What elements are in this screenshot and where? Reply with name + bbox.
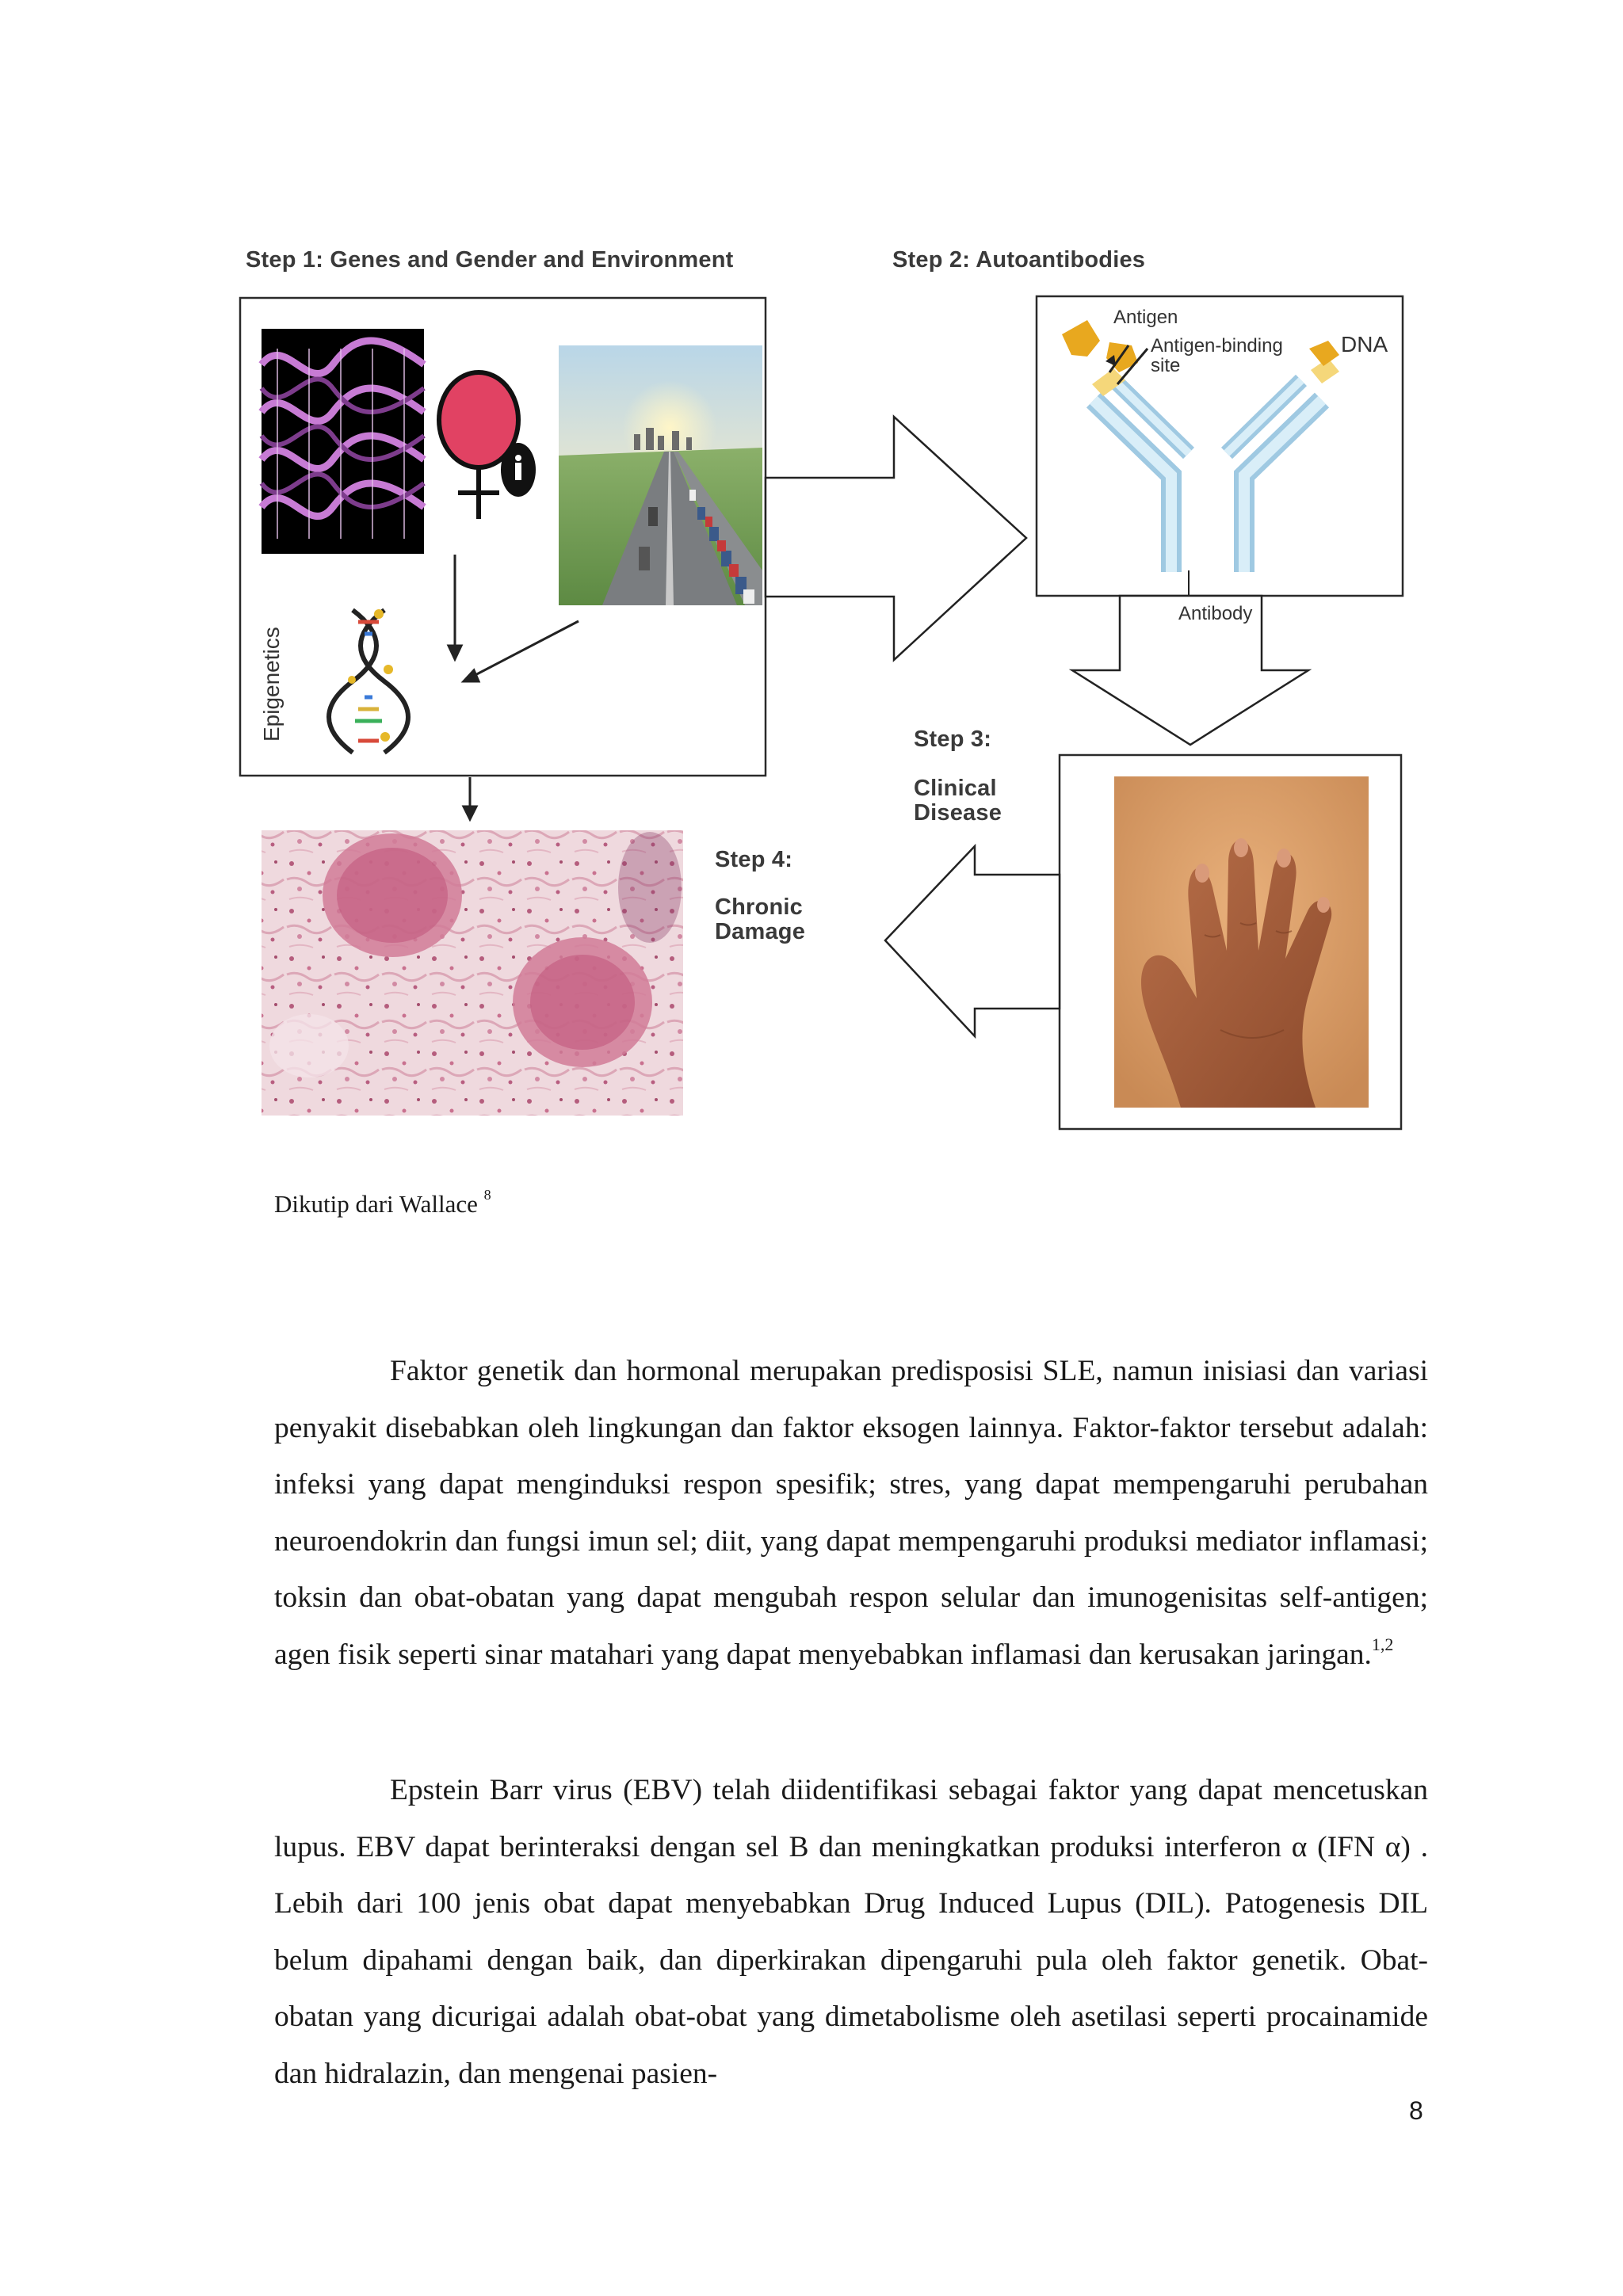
hand-clinical-image xyxy=(1114,776,1369,1108)
caption-ref: 8 xyxy=(483,1187,491,1203)
figure-caption xyxy=(274,1187,491,1219)
paragraph-1 xyxy=(274,1343,1428,1684)
antibody-label: Antibody xyxy=(1178,603,1253,624)
arrow-step3-to-step4 xyxy=(885,846,1060,1036)
dna-helix-image xyxy=(262,329,424,554)
step4-label-line1: Chronic xyxy=(715,894,803,920)
caption-text: Dikutip dari Wallace xyxy=(274,1190,478,1218)
step4-label-line2: Damage xyxy=(715,919,806,944)
page-number: 8 xyxy=(1409,2096,1423,2125)
environment-road-image xyxy=(559,345,762,605)
arrow-step1-to-step2 xyxy=(766,417,1026,660)
step3-label-line1: Clinical xyxy=(914,776,997,801)
paragraph-1-ref: 1,2 xyxy=(1371,1634,1394,1655)
step2-title: Step 2: Autoantibodies xyxy=(892,247,1146,273)
arrow-step1-to-step4 xyxy=(464,777,476,819)
paragraph-2 xyxy=(274,1762,1428,2103)
binding-site-label-line2: site xyxy=(1151,355,1181,376)
paragraph-1-text: Faktor genetik dan hormonal merupakan predisposisi SLE, namun inisiasi dan variasi penyakit disebabkan oleh lingkungan dan faktor eksogen lainnya. Faktor-faktor tersebut adalah: infeksi yang dapat menginduksi respon spesifik; stres, yang dapat mempengaruhi perubahan neuroendokrin dan fungsi imun sel; diit, yang dapat mempengaruhi produksi mediator inflamasi; toksin dan obat-obatan yang dapat mengubah respon selular dan imunogenisitas self-antigen; agen fisik seperti sinar matahari yang dapat menyebabkan inflamasi dan kerusakan jaringan. xyxy=(274,1355,1428,1671)
binding-site-label-line1: Antigen-binding xyxy=(1151,335,1283,357)
epigenetics-label: Epigenetics xyxy=(259,627,284,742)
paragraph-2-text: Epstein Barr virus (EBV) telah diidentifikasi sebagai faktor yang dapat mencetuskan lupus. EBV dapat berinteraksi dengan sel B dan meningkatkan produksi interferon α (IFN α) . Lebih dari 100 jenis obat dapat menyebabkan Drug Induced Lupus (DIL). Patogenesis DIL belum dipahami dengan baik, dan diperkirakan dipengaruhi pula oleh faktor genetik. Obat-obatan yang dicurigai adalah obat-obat yang dimetabolisme oleh asetilasi seperti procainamide dan hidralazin, dan mengenai pasien- xyxy=(274,1774,1428,2090)
antigen-label: Antigen xyxy=(1113,307,1178,328)
histology-tissue-image xyxy=(262,830,683,1116)
dna-label: DNA xyxy=(1341,332,1388,357)
step1-title: Step 1: Genes and Gender and Environment xyxy=(246,247,734,273)
step3-title: Step 3: xyxy=(914,727,992,752)
step3-label-line2: Disease xyxy=(914,800,1002,826)
step4-title: Step 4: xyxy=(715,847,793,872)
